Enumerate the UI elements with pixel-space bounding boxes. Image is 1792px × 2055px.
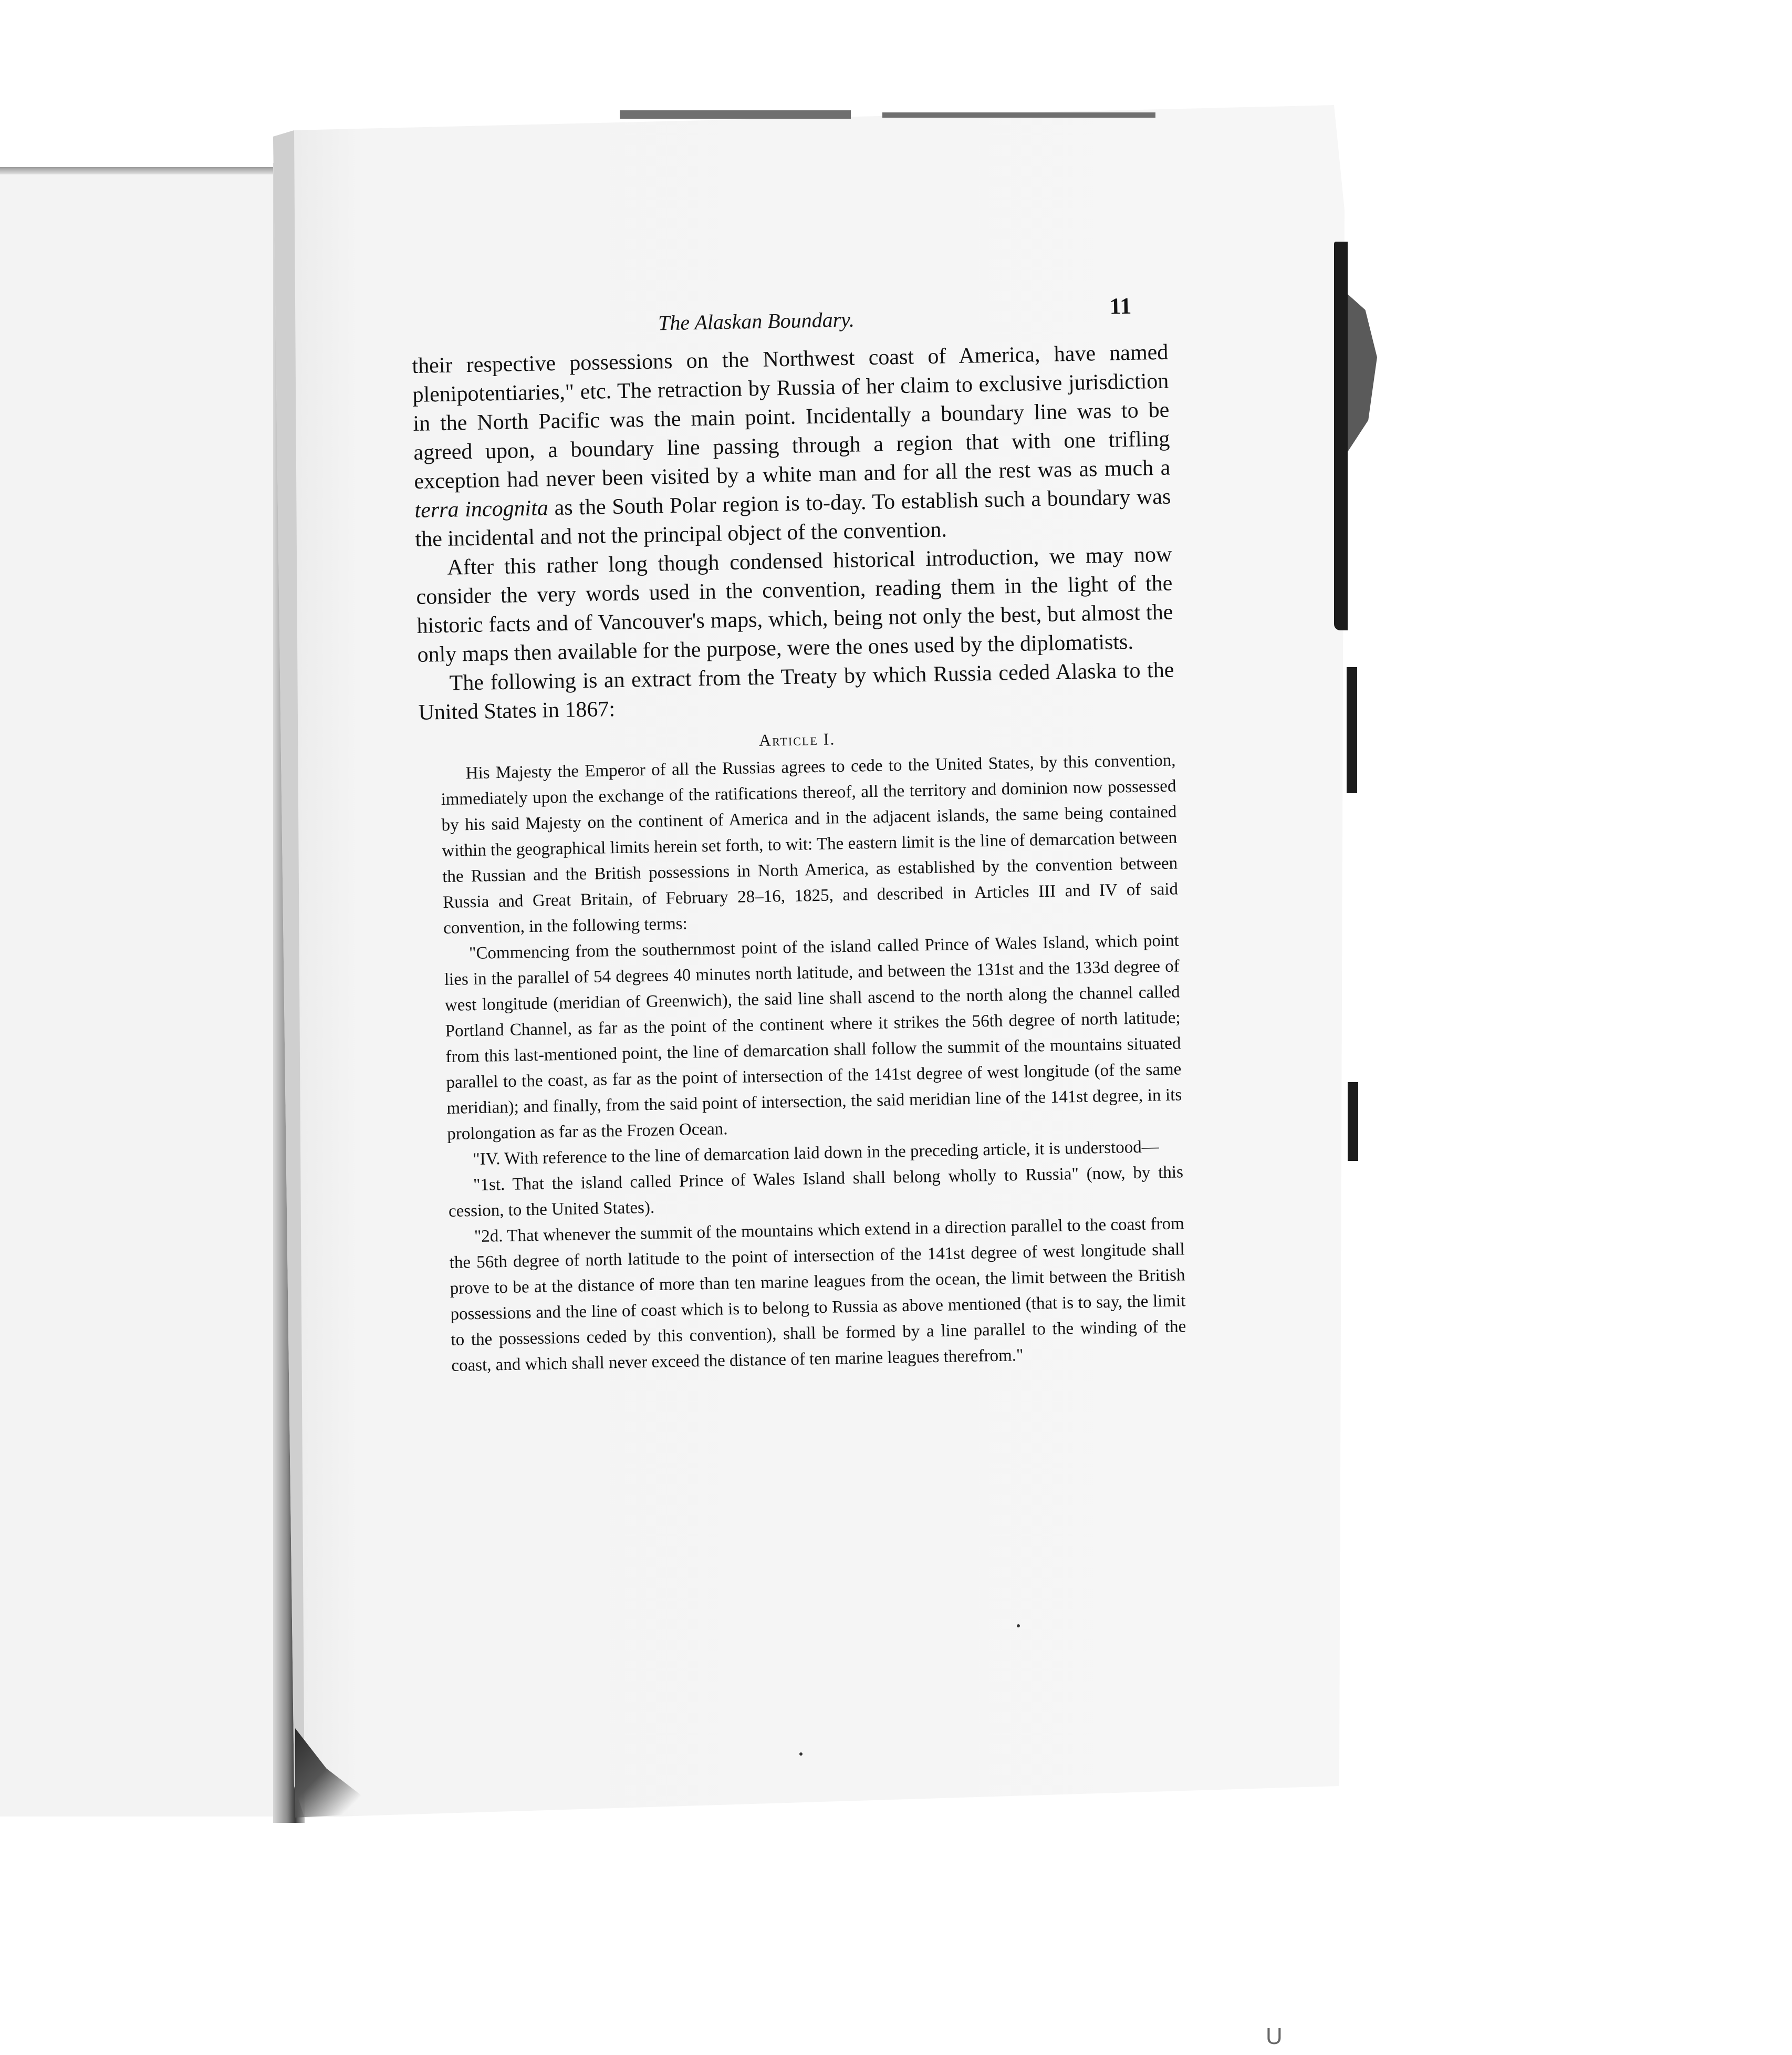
body-paragraph: The following is an extract from the Treaty by which Russia ceded Alaska to the United States in 1867:: [418, 658, 1174, 725]
body-paragraph: their respective possessions on the Northwest coast of America, have named plenipotentiaries," etc. The retraction by Russia of her claim to exclusive jurisdiction in the North Pacific was the main point. Incidentally a boundary line was to be agreed upon, a boundary line passing through a region that with one trifling exception had never been visited by a white man and for all the rest was as much a terra incognita as the South Polar region is to-day. To establish such a boundary was the incidental and not the principal object of the convention.: [412, 340, 1171, 552]
edge-burn-mark: [1348, 294, 1377, 452]
page-top-strip: [620, 110, 851, 119]
quoted-paragraph: "IV. With reference to the line of demarcation laid down in the preceding article, it is understood—: [472, 1137, 1160, 1169]
edge-burn-mark: [1334, 242, 1348, 630]
page-text-block: [411, 281, 1187, 1379]
quoted-paragraph: "1st. That the island called Prince of Wales Island shall belong wholly to Russia" (now, by this cession, to the United States).: [448, 1163, 1184, 1221]
scan-mark: U: [1266, 2023, 1283, 2049]
body-paragraph: After this rather long though condensed historical introduction, we may now consider the very words used in the convention, reading them in the light of the historic facts and of Vancouver's maps, which, being not only the best, but almost the only maps then available for the purpose, were the ones used by the diplomatists.: [416, 542, 1173, 667]
paper-speck: [799, 1752, 803, 1756]
paper-speck: [1017, 1624, 1020, 1627]
quoted-paragraph: "Commencing from the southernmost point of the island called Prince of Wales Island, which point lies in the parallel of 54 degrees 40 minutes north latitude, and between the 131st and the 133d degree of west longitude (meridian of Greenwich), the said line shall ascend to the north along the channel called Portland Channel, as far as the point of the continent where it strikes the 56th degree of north latitude; from this last-mentioned point, the line of demarcation shall follow the summit of the mountains situated parallel to the coast, as far as the point of intersection of the 141st degree of west longitude (of the same meridian); and finally, from the said point of intersection, the said meridian line of the 141st degree, in its prolongation as far as the Frozen Ocean.: [444, 931, 1182, 1144]
page-number: 11: [1109, 293, 1132, 319]
quoted-paragraph: His Majesty the Emperor of all the Russias agrees to cede to the United States, by this convention, immediately upon the exchange of the ratifications thereof, all the territory and dominion now possessed by his said Majesty on the continent of America and in the adjacent islands, the same being contained within the geographical limits herein set forth, to wit: The eastern limit is the line of demarcation between the Russian and the British possessions in North America, as established by the convention between Russia and Great Britain, of February 28–16, 1825, and described in Articles III and IV of said convention, in the following terms:: [441, 751, 1179, 938]
previous-page: [0, 167, 278, 1817]
edge-burn-mark: [1348, 1082, 1358, 1161]
running-head: The Alaskan Boundary.: [658, 307, 855, 335]
italic-phrase: terra incognita: [414, 496, 549, 523]
article-heading: Article I.: [758, 729, 836, 750]
page-top-strip: [882, 112, 1155, 118]
edge-burn-mark: [1347, 667, 1357, 793]
page-top-edge: [0, 167, 278, 174]
quoted-paragraph: "2d. That whenever the summit of the mountains which extend in a direction parallel to the coast from the 56th degree of north latitude to the point of intersection of the 141st degree of west longitude shall prove to be at the distance of more than ten marine leagues from the ocean, the limit between the British possessions and the line of coast which is to belong to Russia as above mentioned (that is to say, the limit to the possessions ceded by this convention), shall be formed by a line parallel to the winding of the coast, and which shall never exceed the distance of ten marine leagues therefrom.": [449, 1214, 1186, 1375]
